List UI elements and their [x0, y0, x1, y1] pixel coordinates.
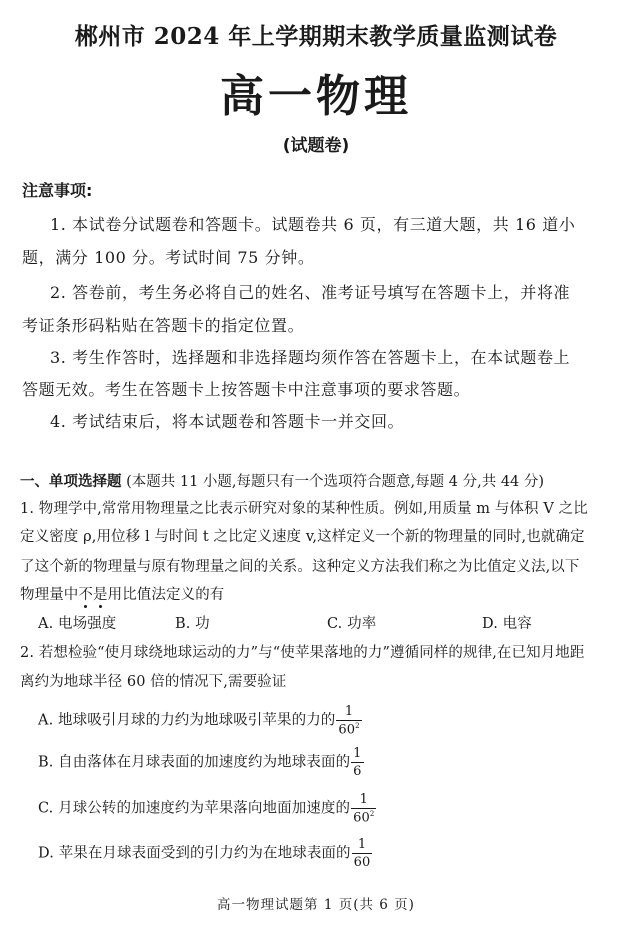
- notice-line: 2. 答卷前，考生务必将自己的姓名、准考证号填写在答题卡上，并将准: [50, 283, 571, 302]
- section-description: (本题共 11 小题,每题只有一个选项符合题意,每题 4 分,共 44 分): [126, 474, 545, 490]
- page-footer: 高一物理试题第 1 页(共 6 页): [217, 897, 415, 913]
- notice-line: 答题无效。考生在答题卡上按答题卡中注意事项的要求答题。: [22, 380, 471, 399]
- option-a: A. 电场强度: [38, 616, 117, 632]
- notice-line: 1. 本试卷分试题卷和答题卡。试题卷共 6 页，有三道大题，共 16 道小: [50, 215, 576, 234]
- option-d: D. 电容: [482, 616, 532, 632]
- notice-line: 考证条形码粘贴在答题卡的指定位置。: [22, 316, 305, 335]
- question-1-line: 物理量中不是 用比值法定义的有: [20, 583, 224, 604]
- notice-line: 3. 考生作答时，选择题和非选择题均须作答在答题卡上，在本试题卷上: [50, 348, 571, 367]
- exam-title: 郴州市 2024 年上学期期末教学质量监测试卷: [74, 23, 558, 50]
- fraction: $\frac{1}{6}$: [353, 746, 362, 779]
- question-1-line: 定义密度 ρ,用位移 l 与时间 t 之比定义速度 v,这样定义一个新的物理量的同时,也就确定: [20, 529, 585, 545]
- emphasis-text: 不是: [78, 587, 107, 603]
- fraction: $\frac{1}{60}$: [353, 837, 371, 870]
- notice-heading: 注意事项:: [22, 181, 93, 200]
- option-b: B. 功: [175, 616, 210, 632]
- section-heading: [20, 470, 544, 491]
- question-1-line: 1. 物理学中,常常用物理量之比表示研究对象的某种性质。例如,用质量 m 与体积 V 之比: [20, 501, 588, 517]
- notice-line: 题，满分 100 分。考试时间 75 分钟。: [22, 248, 315, 267]
- option-d: D. 苹果在月球表面受到的引力约为在地球表面的 $\frac{1}{60}$: [38, 837, 371, 870]
- subject-title: 高一物理: [220, 71, 412, 122]
- question-2-line: 2. 若想检验“使月球绕地球运动的力”与“使苹果落地的力”遵循同样的规律,在已知月地距: [20, 645, 585, 661]
- option-c: C. 功率: [327, 616, 377, 632]
- fraction: $\frac{1}{60^2}$: [338, 704, 360, 738]
- question-2-line: 离约为地球半径 60 倍的情况下,需要验证: [20, 674, 287, 690]
- notice-line: 4. 考试结束后，将本试题卷和答题卡一并交回。: [50, 412, 405, 431]
- option-b: B. 自由落体在月球表面的加速度约为地球表面的 $\frac{1}{6}$: [38, 746, 362, 779]
- question-1-line: 了这个新的物理量与原有物理量之间的关系。这种定义方法我们称之为比值定义法,以下: [20, 559, 580, 575]
- fraction: $\frac{1}{60^2}$: [353, 792, 375, 826]
- option-a: A. 地球吸引月球的力约为地球吸引苹果的力的 $\frac{1}{60^2}$: [38, 704, 360, 738]
- paper-type: (试题卷): [282, 136, 350, 156]
- option-c: C. 月球公转的加速度约为苹果落向地面加速度的 $\frac{1}{60^2}$: [38, 792, 375, 826]
- section-title: 一、单项选择题: [20, 474, 122, 490]
